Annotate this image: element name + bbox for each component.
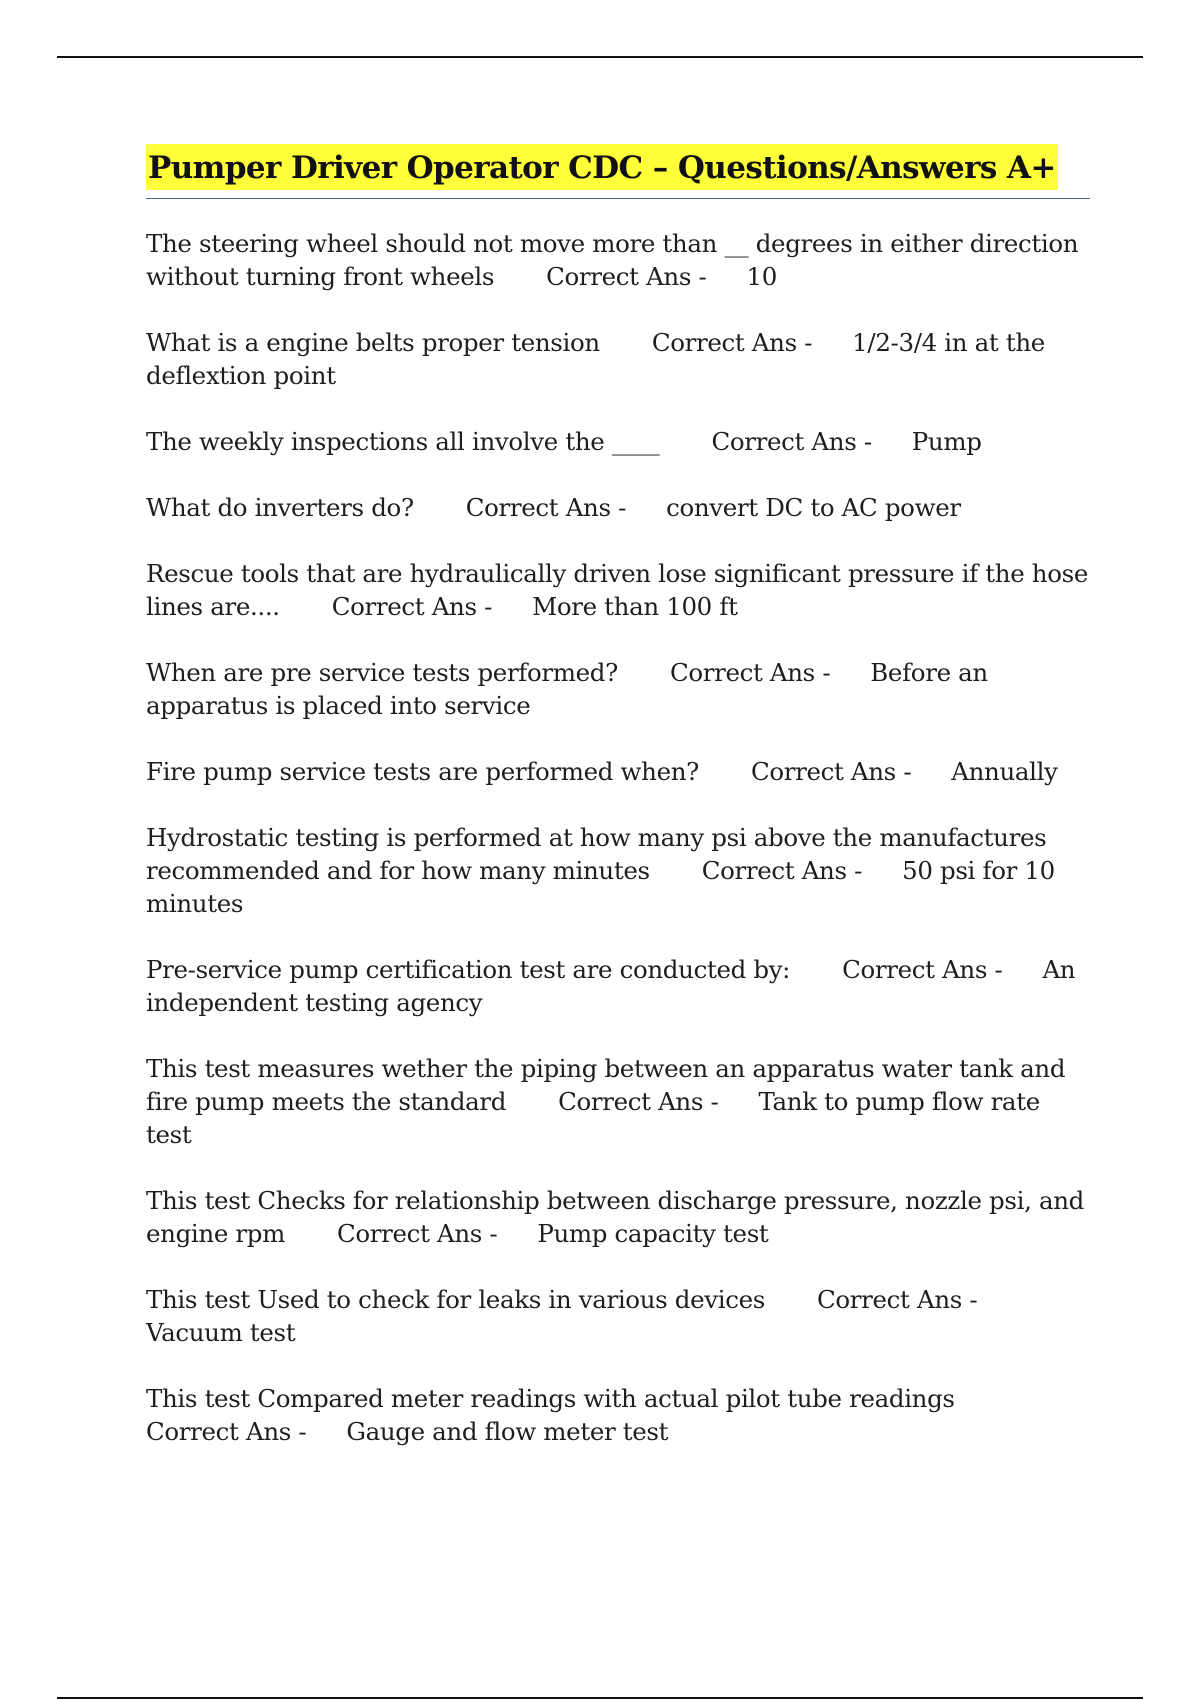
header-rule	[57, 56, 1143, 58]
qa-item	[146, 326, 1090, 392]
question-text: This test measures wether the piping between an apparatus water tank and fire pump meets the standard	[146, 1054, 1066, 1116]
question-text: This test Checks for relationship between discharge pressure, nozzle psi, and engine rpm	[146, 1186, 1084, 1248]
answer-text: 1/2-3/4 in at the deflextion point	[146, 328, 1045, 390]
question-text: The weekly inspections all involve the ____	[146, 427, 660, 456]
answer-label: Correct Ans -	[817, 1285, 978, 1314]
document-body	[146, 144, 1090, 1481]
qa-item	[146, 1052, 1090, 1151]
qa-item	[146, 1382, 1090, 1448]
qa-item	[146, 491, 1090, 524]
qa-item	[146, 557, 1090, 623]
qa-item	[146, 1283, 1090, 1349]
answer-label: Correct Ans -	[331, 592, 493, 621]
qa-item	[146, 953, 1090, 1019]
qa-item	[146, 227, 1090, 293]
answer-text: Vacuum test	[146, 1318, 296, 1347]
question-text: When are pre service tests performed?	[146, 658, 618, 687]
question-text: Pre-service pump certification test are conducted by:	[146, 955, 791, 984]
answer-label: Correct Ans -	[146, 1417, 307, 1446]
qa-item	[146, 656, 1090, 722]
qa-item	[146, 425, 1090, 458]
answer-label: Correct Ans -	[337, 1219, 498, 1248]
answer-text: 50 psi for 10 minutes	[146, 856, 1055, 918]
document-title: Pumper Driver Operator CDC – Questions/Answers A+	[146, 144, 1058, 190]
answer-text: Gauge and flow meter test	[346, 1417, 669, 1446]
answer-text: convert DC to AC power	[666, 493, 961, 522]
answer-text: Annually	[951, 757, 1058, 786]
answer-text: Pump capacity test	[537, 1219, 769, 1248]
question-text: This test Compared meter readings with actual pilot tube readings	[146, 1384, 955, 1413]
question-text: The steering wheel should not move more than __ degrees in either direction without turning front wheels	[146, 229, 1079, 291]
question-text: This test Used to check for leaks in various devices	[146, 1285, 766, 1314]
question-text: Rescue tools that are hydraulically driven lose significant pressure if the hose lines are....	[146, 559, 1088, 621]
answer-label: Correct Ans -	[651, 328, 813, 357]
question-text: Fire pump service tests are performed when?	[146, 757, 699, 786]
question-text: What is a engine belts proper tension	[146, 328, 600, 357]
qa-item	[146, 1184, 1090, 1250]
answer-label: Correct Ans -	[711, 427, 872, 456]
footer-rule	[57, 1697, 1143, 1699]
answer-text: Before an apparatus is placed into service	[146, 658, 988, 720]
answer-label: Correct Ans -	[546, 262, 707, 291]
answer-label: Correct Ans -	[558, 1087, 719, 1116]
answer-label: Correct Ans -	[750, 757, 912, 786]
answer-label: Correct Ans -	[701, 856, 863, 885]
qa-item	[146, 821, 1090, 920]
answer-text: Pump	[911, 427, 982, 456]
answer-text: Tank to pump flow rate test	[146, 1087, 1040, 1149]
answer-text: 10	[746, 262, 777, 291]
answer-text: An independent testing agency	[146, 955, 1076, 1017]
answer-label: Correct Ans -	[465, 493, 627, 522]
question-text: Hydrostatic testing is performed at how many psi above the manufactures recommended and for how many minutes	[146, 823, 1047, 885]
title-block	[146, 144, 1090, 199]
answer-label: Correct Ans -	[669, 658, 831, 687]
question-text: What do inverters do?	[146, 493, 414, 522]
answer-label: Correct Ans -	[842, 955, 1003, 984]
qa-item	[146, 755, 1090, 788]
answer-text: More than 100 ft	[532, 592, 738, 621]
qa-list	[146, 227, 1090, 1448]
